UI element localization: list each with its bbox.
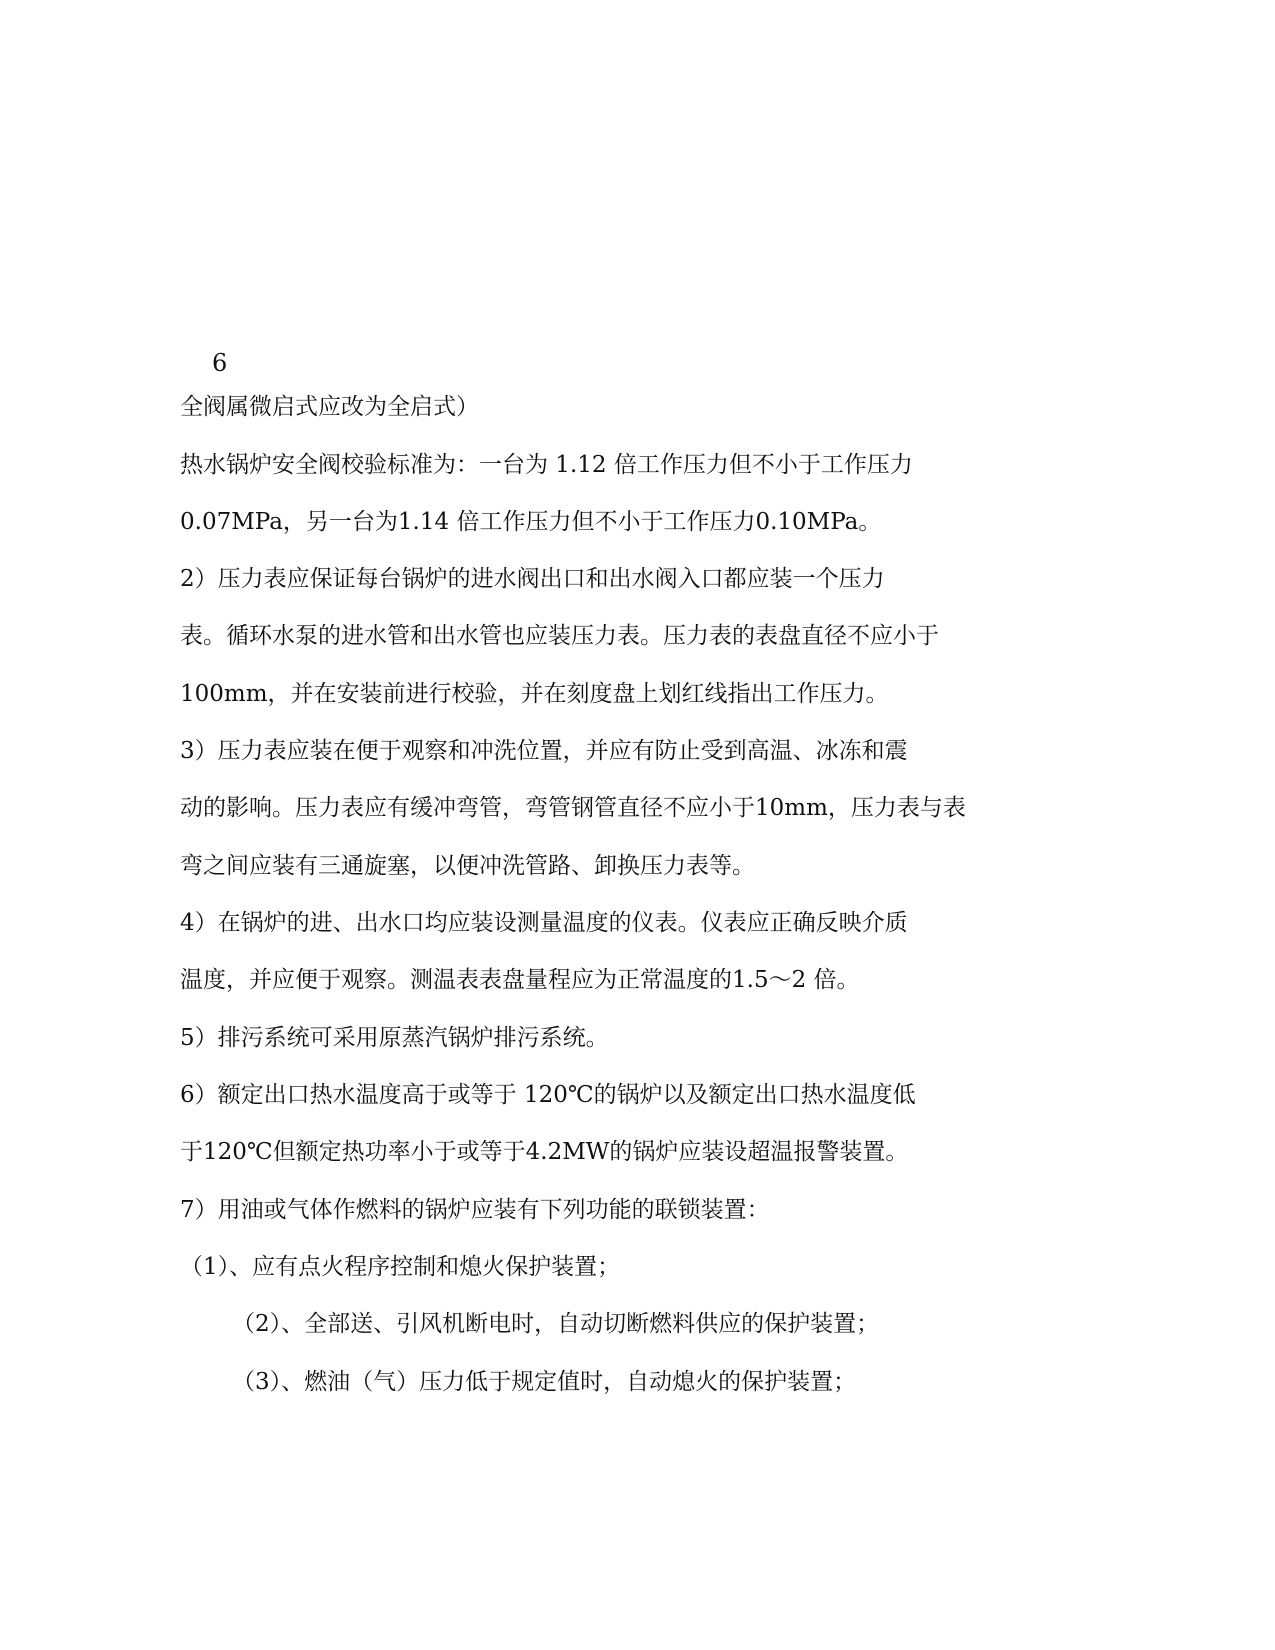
list-item: （2）、全部送、引风机断电时，自动切断燃料供应的保护装置；: [232, 1311, 880, 1337]
text-line: 表。循环水泵的进水管和出水管也应装压力表。压力表的表盘直径不应小于: [180, 623, 939, 649]
text-line: 3）压力表应装在便于观察和冲洗位置，并应有防止受到高温、冰冻和震: [180, 738, 908, 764]
text-line: 全阀属微启式应改为全启式）: [180, 394, 479, 420]
text-line: 5）排污系统可采用原蒸汽锅炉排污系统。: [180, 1025, 609, 1051]
text-line: 100mm，并在安装前进行校验，并在刻度盘上划红线指出工作压力。: [180, 681, 889, 707]
text-line: 2）压力表应保证每台锅炉的进水阀出口和出水阀入口都应装一个压力: [180, 566, 885, 592]
list-item: （1）、应有点火程序控制和熄火保护装置；: [180, 1254, 621, 1280]
page-number: 6: [212, 349, 228, 377]
text-line: 弯之间应装有三通旋塞，以便冲洗管路、卸换压力表等。: [180, 853, 755, 879]
text-line: 7）用油或气体作燃料的锅炉应装有下列功能的联锁装置：: [180, 1197, 770, 1223]
text-line: 动的影响。压力表应有缓冲弯管，弯管钢管直径不应小于10mm，压力表与表: [180, 795, 966, 821]
list-item: （3）、燃油（气）压力低于规定值时，自动熄火的保护装置；: [232, 1369, 857, 1395]
text-line: 4）在锅炉的进、出水口均应装设测量温度的仪表。仪表应正确反映介质: [180, 910, 908, 936]
text-line: 热水锅炉安全阀校验标准为：一台为 1.12 倍工作压力但不小于工作压力: [180, 452, 913, 478]
text-line: 0.07MPa，另一台为1.14 倍工作压力但不小于工作压力0.10MPa。: [180, 509, 882, 535]
text-line: 温度，并应便于观察。测温表表盘量程应为正常温度的1.5～2 倍。: [180, 967, 860, 993]
text-line: 6）额定出口热水温度高于或等于 120℃的锅炉以及额定出口热水温度低: [180, 1082, 916, 1108]
text-line: 于120℃但额定热功率小于或等于4.2MW的锅炉应装设超温报警装置。: [180, 1139, 909, 1165]
